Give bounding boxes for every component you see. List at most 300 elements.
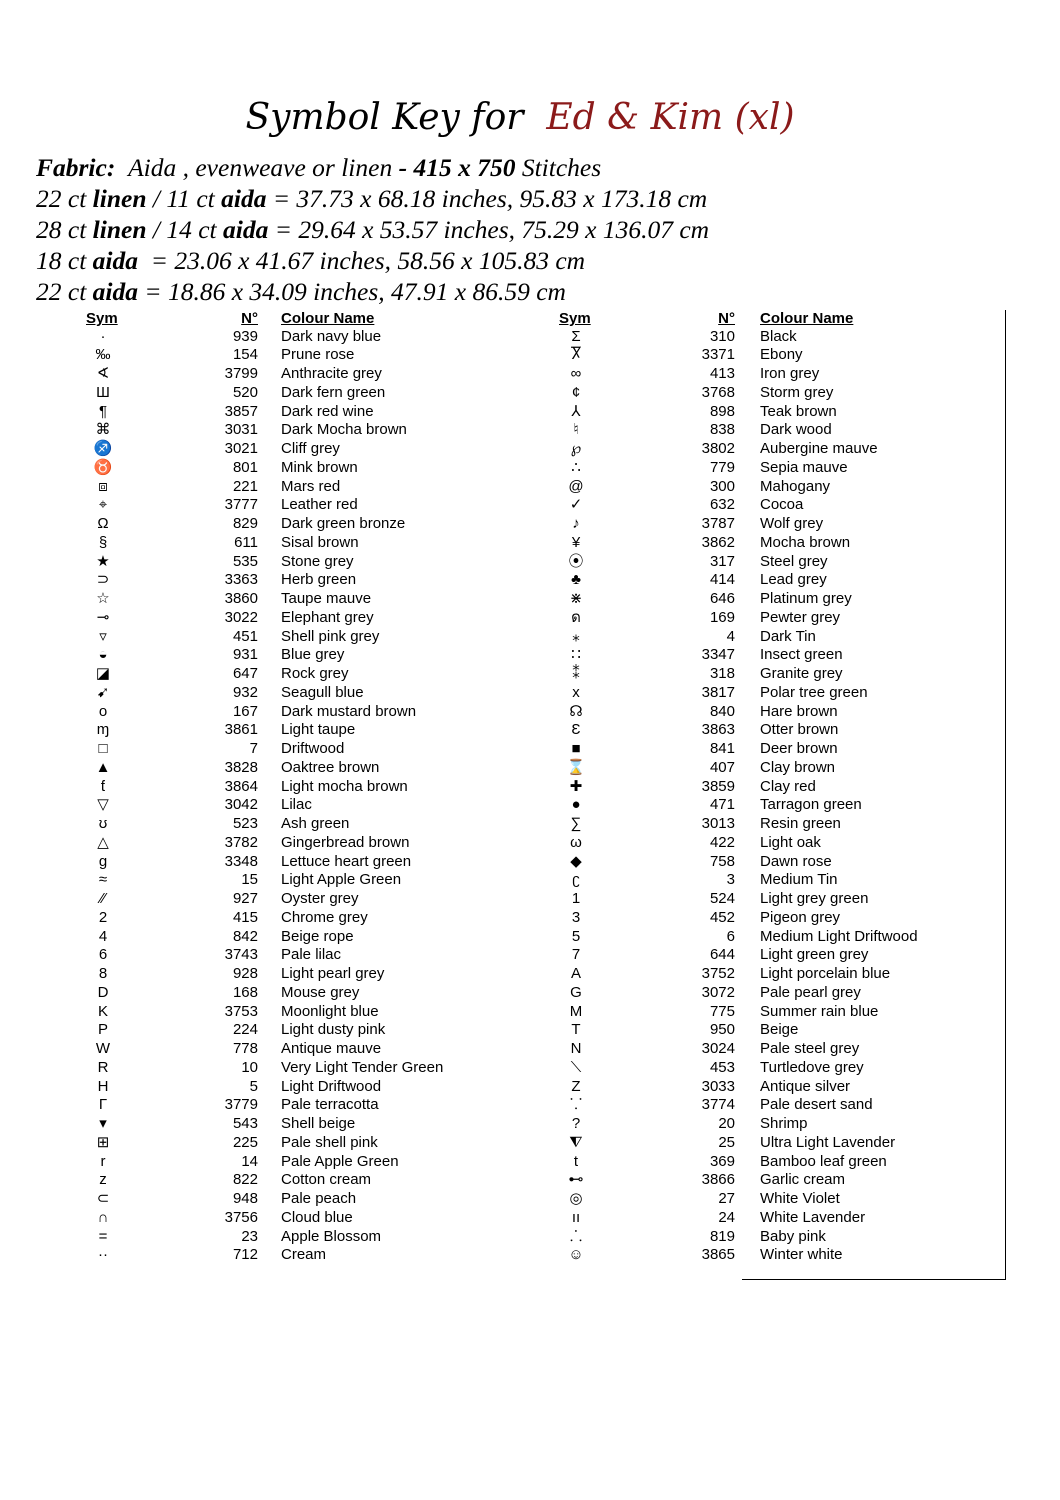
symbol-cell: g xyxy=(98,852,108,870)
symbol-cell: 4 xyxy=(98,927,108,945)
symbol-cell: R xyxy=(97,1058,109,1076)
size-line-3 xyxy=(36,245,1026,276)
dmc-number-cell: 3863 xyxy=(701,721,735,739)
symbol-cell: H xyxy=(97,1077,109,1095)
symbol-cell: M xyxy=(569,1002,583,1020)
colour-name-cell: Dark navy blue xyxy=(281,327,382,345)
dmc-number-cell: 407 xyxy=(709,758,735,776)
colour-name-cell: Insect green xyxy=(760,646,843,664)
colour-name-cell: Sepia mauve xyxy=(760,458,848,476)
dmc-number-cell: 452 xyxy=(709,908,735,926)
symbol-cell: ⅄ xyxy=(571,402,581,420)
symbol-cell: ⌖ xyxy=(98,496,108,514)
dmc-number-cell: 898 xyxy=(709,402,735,420)
colour-name-cell: Baby pink xyxy=(760,1227,826,1245)
symbol-cell: ☊ xyxy=(569,702,583,720)
table-row xyxy=(0,909,1000,928)
symbol-cell: ⸪ xyxy=(569,1096,583,1114)
dmc-number-cell: 451 xyxy=(232,627,258,645)
colour-name-cell: Very Light Tender Green xyxy=(281,1058,444,1076)
symbol-cell: ▲ xyxy=(95,758,111,776)
symbol-cell: ·· xyxy=(98,1246,108,1264)
dmc-number-cell: 758 xyxy=(709,852,735,870)
colour-name-cell: Cotton cream xyxy=(281,1171,372,1189)
table-row xyxy=(0,965,1000,984)
symbol-cell: ▽ xyxy=(97,796,109,814)
table-row xyxy=(0,478,1000,497)
dmc-number-cell: 3799 xyxy=(224,365,258,382)
colour-name-cell: Medium Tin xyxy=(760,871,838,889)
symbol-cell: □ xyxy=(98,740,108,757)
dmc-number-cell: 3348 xyxy=(224,852,258,870)
symbol-cell: ♉ xyxy=(93,458,113,476)
dmc-number-cell: 154 xyxy=(232,346,258,364)
colour-name-cell: Cliff grey xyxy=(281,440,340,457)
number-header: N° xyxy=(241,310,258,327)
table-row xyxy=(0,1246,1000,1265)
symbol-cell: @ xyxy=(568,477,584,495)
colour-name-cell: Light oak xyxy=(760,833,821,851)
colour-name-cell: Moonlight blue xyxy=(281,1002,379,1020)
colour-name-cell: Otter brown xyxy=(760,721,839,739)
dmc-number-cell: 20 xyxy=(718,1115,735,1132)
symbol-cell: z xyxy=(99,1171,107,1189)
symbol-cell: ⊸ xyxy=(96,608,110,626)
colour-name-cell: Turtledove grey xyxy=(760,1058,864,1076)
colour-name-cell: Mahogany xyxy=(760,477,831,495)
size-count: 22 ct xyxy=(36,184,93,213)
table-right-border xyxy=(1005,310,1006,1280)
symbol-cell: ¢ xyxy=(571,383,581,401)
dmc-number-cell: 644 xyxy=(709,946,735,964)
colour-name-cell: Mink brown xyxy=(281,458,358,476)
symbol-cell: o xyxy=(98,702,108,720)
table-row xyxy=(0,984,1000,1003)
colour-name-cell: Dark red wine xyxy=(281,402,374,420)
dmc-number-cell: 225 xyxy=(232,1133,258,1151)
dmc-number-cell: 822 xyxy=(232,1171,258,1189)
symbol-cell: r xyxy=(100,1152,106,1170)
dmc-number-cell: 932 xyxy=(232,683,258,701)
table-row xyxy=(0,609,1000,628)
dmc-number-cell: 3857 xyxy=(224,402,258,420)
colour-name-cell: Pewter grey xyxy=(760,608,841,626)
table-row xyxy=(0,628,1000,647)
dmc-number-cell: 168 xyxy=(232,983,258,1001)
dmc-number-cell: 4 xyxy=(726,627,735,645)
title-name: Ed & Kim (xl) xyxy=(546,97,795,138)
symbol-cell: ♐ xyxy=(93,440,113,457)
dmc-number-cell: 3861 xyxy=(224,721,258,739)
colour-name-cell: Cream xyxy=(281,1246,327,1264)
dmc-number-cell: 647 xyxy=(232,665,258,682)
column-header-right xyxy=(0,310,1000,329)
dmc-number-cell: 27 xyxy=(718,1190,735,1207)
colour-name-cell: Granite grey xyxy=(760,665,843,682)
colour-name-cell: Platinum grey xyxy=(760,590,852,607)
table-row xyxy=(0,1134,1000,1153)
dmc-number-cell: 3072 xyxy=(701,983,735,1001)
size-count: 18 ct xyxy=(36,246,93,275)
symbol-cell: ⌛ xyxy=(566,758,586,776)
colour-name-cell: Pale lilac xyxy=(281,946,342,964)
symbol-cell: ⟍ xyxy=(570,1058,582,1076)
fabric-line xyxy=(36,152,1026,183)
colour-name-cell: Pigeon grey xyxy=(760,908,841,926)
dmc-number-cell: 939 xyxy=(232,327,258,345)
symbol-cell: ☆ xyxy=(96,590,110,607)
colour-name-cell: Rock grey xyxy=(281,665,349,682)
size-dimensions: = 23.06 x 41.67 inches, 58.56 x 105.83 cm xyxy=(138,246,586,275)
symbol-cell: ¶ xyxy=(98,402,108,420)
colour-name-cell: Aubergine mauve xyxy=(760,440,878,457)
size-fabric: aida xyxy=(221,184,267,213)
symbol-cell: ℘ xyxy=(570,440,582,457)
table-row xyxy=(0,815,1000,834)
table-row xyxy=(0,834,1000,853)
dmc-number-cell: 7 xyxy=(249,740,258,757)
symbol-cell: ƭ xyxy=(100,777,106,795)
table-row xyxy=(0,459,1000,478)
symbol-cell: ★ xyxy=(96,552,110,570)
table-row xyxy=(0,346,1000,365)
table-row xyxy=(0,946,1000,965)
symbol-cell: 1 xyxy=(571,890,581,907)
fabric-dash: - xyxy=(392,153,414,182)
dmc-number-cell: 3042 xyxy=(224,796,258,814)
colour-name-cell: Pale pearl grey xyxy=(760,983,861,1001)
dmc-number-cell: 535 xyxy=(232,552,258,570)
dmc-number-cell: 317 xyxy=(709,552,735,570)
colour-name-cell: Hare brown xyxy=(760,702,838,720)
colour-name-cell: Elephant grey xyxy=(281,608,374,626)
colour-name-cell: Light green grey xyxy=(760,946,869,964)
symbol-cell: ʊ xyxy=(98,815,108,832)
symbol-cell: ◎ xyxy=(569,1190,583,1207)
dmc-number-cell: 523 xyxy=(232,815,258,832)
size-line-2 xyxy=(36,214,1026,245)
dmc-number-cell: 646 xyxy=(709,590,735,607)
colour-name-cell: Pale steel grey xyxy=(760,1040,860,1057)
title-prefix: Symbol Key for xyxy=(245,97,524,138)
dmc-number-cell: 471 xyxy=(709,796,735,814)
colour-name-cell: Winter white xyxy=(760,1246,843,1264)
colour-name-cell: Light Apple Green xyxy=(281,871,402,889)
dmc-number-cell: 3752 xyxy=(701,965,735,982)
dmc-number-cell: 3024 xyxy=(701,1040,735,1057)
colour-name-cell: Dark Mocha brown xyxy=(281,421,407,439)
symbol-cell: ω xyxy=(570,833,582,851)
table-row xyxy=(0,1153,1000,1172)
size-fabric: aida xyxy=(223,215,269,244)
dmc-number-cell: 3347 xyxy=(701,646,735,664)
symbol-cell: ⊞ xyxy=(96,1133,110,1151)
symbol-cell: ⁎ xyxy=(572,627,580,645)
dmc-number-cell: 3031 xyxy=(224,421,258,439)
symbol-cell: Γ xyxy=(98,1096,108,1114)
dmc-number-cell: 3802 xyxy=(701,440,735,457)
colour-name-header: Colour Name xyxy=(281,310,375,327)
symbol-cell: ⁑ xyxy=(572,665,580,682)
table-row xyxy=(0,871,1000,890)
dmc-number-cell: 543 xyxy=(232,1115,258,1132)
dmc-number-cell: 3779 xyxy=(224,1096,258,1114)
dmc-number-cell: 221 xyxy=(232,477,258,495)
dmc-number-cell: 712 xyxy=(232,1246,258,1264)
symbol-cell: W xyxy=(95,1040,111,1057)
colour-name-cell: Apple Blossom xyxy=(281,1227,382,1245)
colour-name-cell: Lilac xyxy=(281,796,312,814)
dmc-number-cell: 3768 xyxy=(701,383,735,401)
dmc-number-cell: 318 xyxy=(709,665,735,682)
dmc-number-cell: 5 xyxy=(249,1077,258,1095)
colour-name-cell: Pale desert sand xyxy=(760,1096,873,1114)
colour-name-header: Colour Name xyxy=(760,310,854,327)
dmc-number-cell: 3866 xyxy=(701,1171,735,1189)
symbol-cell: N xyxy=(570,1040,582,1057)
dmc-number-cell: 3774 xyxy=(701,1096,735,1114)
symbol-cell: 8 xyxy=(98,965,108,982)
symbol-cell: ⌘ xyxy=(95,421,111,439)
dmc-number-cell: 3022 xyxy=(224,608,258,626)
dmc-number-cell: 25 xyxy=(718,1133,735,1151)
dmc-number-cell: 3782 xyxy=(224,833,258,851)
colour-name-cell: Steel grey xyxy=(760,552,828,570)
symbol-cell: · xyxy=(100,327,106,345)
fabric-types: Aida , evenweave or linen xyxy=(128,153,393,182)
colour-name-cell: Driftwood xyxy=(281,740,345,757)
colour-name-cell: Summer rain blue xyxy=(760,1002,879,1020)
table-row xyxy=(0,721,1000,740)
sym-header: Sym xyxy=(86,310,118,327)
table-bottom-border xyxy=(742,1279,1006,1280)
colour-name-cell: Sisal brown xyxy=(281,533,359,551)
symbol-cell: ⁄⁄ xyxy=(100,890,106,907)
dmc-number-cell: 775 xyxy=(709,1002,735,1020)
size-fabric: aida xyxy=(92,246,138,275)
size-dimensions: = 37.73 x 68.18 inches, 95.83 x 173.18 cm xyxy=(266,184,708,213)
symbol-cell: ⊃ xyxy=(96,571,110,589)
symbol-cell: ✓ xyxy=(569,496,583,514)
dmc-number-cell: 15 xyxy=(241,871,258,889)
colour-name-cell: Light mocha brown xyxy=(281,777,408,795)
symbol-cell: ♮ xyxy=(573,421,579,439)
symbol-cell: t xyxy=(573,1152,579,1170)
symbol-cell: G xyxy=(570,983,582,1001)
colour-name-cell: Light taupe xyxy=(281,721,356,739)
colour-name-cell: Black xyxy=(760,327,797,345)
symbol-cell: ☺ xyxy=(568,1246,584,1264)
colour-name-cell: Chrome grey xyxy=(281,908,368,926)
colour-name-cell: Mars red xyxy=(281,477,341,495)
stitch-count: 415 x 750 xyxy=(413,153,516,182)
table-row xyxy=(0,1209,1000,1228)
dmc-number-cell: 3817 xyxy=(701,683,735,701)
dmc-number-cell: 24 xyxy=(718,1208,735,1226)
dmc-number-cell: 224 xyxy=(232,1021,258,1039)
dmc-number-cell: 632 xyxy=(709,496,735,514)
colour-name-cell: Resin green xyxy=(760,815,841,832)
symbol-cell: P xyxy=(97,1021,108,1039)
colour-name-cell: Anthracite grey xyxy=(281,365,382,382)
colour-name-cell: Light grey green xyxy=(760,890,869,907)
symbol-cell: ◪ xyxy=(95,665,111,682)
symbol-cell: 2 xyxy=(98,908,108,926)
table-row xyxy=(0,703,1000,722)
dmc-number-cell: 948 xyxy=(232,1190,258,1207)
colour-name-cell: Pale Apple Green xyxy=(281,1152,399,1170)
dmc-number-cell: 3787 xyxy=(701,515,735,532)
table-row xyxy=(0,1040,1000,1059)
symbol-cell: Ⴟ xyxy=(570,346,582,364)
table-row xyxy=(0,515,1000,534)
dmc-number-cell: 3021 xyxy=(224,440,258,457)
dmc-number-cell: 413 xyxy=(709,365,735,382)
size-fabric: linen xyxy=(92,184,147,213)
symbol-cell: ✚ xyxy=(569,777,583,795)
table-row xyxy=(0,1021,1000,1040)
stitch-word: Stitches xyxy=(515,153,602,182)
table-row xyxy=(0,665,1000,684)
symbol-cell: Z xyxy=(571,1077,581,1095)
symbol-cell: ‰ xyxy=(95,346,111,364)
dmc-number-cell: 524 xyxy=(709,890,735,907)
symbol-cell: ด xyxy=(571,608,581,626)
dmc-number-cell: 415 xyxy=(232,908,258,926)
dmc-number-cell: 928 xyxy=(232,965,258,982)
colour-name-cell: Clay red xyxy=(760,777,816,795)
colour-name-cell: Wolf grey xyxy=(760,515,824,532)
dmc-number-cell: 3862 xyxy=(701,533,735,551)
dmc-number-cell: 23 xyxy=(241,1227,258,1245)
size-dimensions: = 29.64 x 53.57 inches, 75.29 x 136.07 cm xyxy=(268,215,710,244)
colour-name-cell: Leather red xyxy=(281,496,358,514)
dmc-number-cell: 779 xyxy=(709,458,735,476)
colour-name-cell: Teak brown xyxy=(760,402,837,420)
symbol-cell: Σ xyxy=(571,327,581,345)
symbol-cell: K xyxy=(97,1002,108,1020)
dmc-number-cell: 611 xyxy=(234,533,258,551)
dmc-number-cell: 14 xyxy=(241,1152,258,1170)
colour-name-cell: Lettuce heart green xyxy=(281,852,412,870)
colour-name-cell: Beige rope xyxy=(281,927,354,945)
symbol-cell: T xyxy=(571,1021,581,1039)
symbol-cell: ? xyxy=(571,1115,581,1132)
symbol-cell: 7 xyxy=(571,946,581,964)
symbol-cell: ● xyxy=(571,796,581,814)
dmc-number-cell: 842 xyxy=(232,927,258,945)
symbol-cell: 3 xyxy=(571,908,581,926)
symbol-cell: ⸫ xyxy=(569,1227,583,1245)
dmc-number-cell: 3013 xyxy=(701,815,735,832)
size-line-4 xyxy=(36,276,1026,307)
table-row xyxy=(0,759,1000,778)
colour-name-cell: Tarragon green xyxy=(760,796,862,814)
colour-name-cell: Shell pink grey xyxy=(281,627,380,645)
colour-name-cell: Blue grey xyxy=(281,646,345,664)
dmc-number-cell: 453 xyxy=(709,1058,735,1076)
colour-name-cell: Gingerbread brown xyxy=(281,833,410,851)
colour-name-cell: Shrimp xyxy=(760,1115,808,1132)
dmc-number-cell: 840 xyxy=(709,702,735,720)
dmc-number-cell: 3743 xyxy=(224,946,258,964)
colour-name-cell: Polar tree green xyxy=(760,683,868,701)
dmc-number-cell: 3753 xyxy=(224,1002,258,1020)
dmc-number-cell: 10 xyxy=(241,1058,258,1076)
colour-name-cell: Dark fern green xyxy=(281,383,386,401)
dmc-number-cell: 3860 xyxy=(224,590,258,607)
colour-name-cell: Stone grey xyxy=(281,552,354,570)
symbol-cell: ⋇ xyxy=(569,590,583,607)
symbol-cell: ≈ xyxy=(98,871,108,889)
colour-name-cell: Clay brown xyxy=(760,758,836,776)
colour-name-cell: Cocoa xyxy=(760,496,804,514)
symbol-cell: ∑ xyxy=(570,815,582,832)
symbol-cell: ʗ xyxy=(572,871,580,889)
number-header: N° xyxy=(718,310,735,327)
colour-name-cell: Beige xyxy=(760,1021,799,1039)
symbol-cell: = xyxy=(98,1227,108,1245)
table-row xyxy=(0,328,1000,347)
symbol-cell: △ xyxy=(97,833,109,851)
table-row xyxy=(0,590,1000,609)
symbol-cell: ➹ xyxy=(96,683,110,701)
dmc-number-cell: 838 xyxy=(709,421,735,439)
table-row xyxy=(0,571,1000,590)
colour-name-cell: Ash green xyxy=(281,815,350,832)
size-fabric: aida xyxy=(92,277,138,306)
colour-name-cell: Mouse grey xyxy=(281,983,360,1001)
dmc-number-cell: 3777 xyxy=(224,496,258,514)
dmc-number-cell: 3363 xyxy=(224,571,258,589)
table-row xyxy=(0,928,1000,947)
table-row xyxy=(0,1171,1000,1190)
dmc-number-cell: 3756 xyxy=(224,1208,258,1226)
symbol-cell: A xyxy=(570,965,581,982)
colour-name-cell: Ebony xyxy=(760,346,803,364)
symbol-cell: ♪ xyxy=(572,515,580,532)
symbol-cell: ⧈ xyxy=(98,477,108,495)
colour-name-cell: Pale shell pink xyxy=(281,1133,378,1151)
table-row xyxy=(0,384,1000,403)
colour-name-cell: Light porcelain blue xyxy=(760,965,891,982)
symbol-cell: 6 xyxy=(98,946,108,964)
colour-name-cell: Dark green bronze xyxy=(281,515,406,532)
colour-name-cell: Light dusty pink xyxy=(281,1021,386,1039)
symbol-cell: § xyxy=(98,533,108,551)
colour-name-cell: White Lavender xyxy=(760,1208,866,1226)
table-row xyxy=(0,684,1000,703)
symbol-cell: ⊂ xyxy=(96,1190,110,1207)
symbol-cell: ⊷ xyxy=(568,1171,584,1189)
colour-name-cell: Cloud blue xyxy=(281,1208,353,1226)
colour-name-cell: Shell beige xyxy=(281,1115,356,1132)
symbol-cell: ¥ xyxy=(571,533,581,551)
dmc-number-cell: 520 xyxy=(232,383,258,401)
dmc-number-cell: 3865 xyxy=(701,1246,735,1264)
symbol-cell: ∞ xyxy=(570,365,582,382)
dmc-number-cell: 3033 xyxy=(701,1077,735,1095)
table-row xyxy=(0,853,1000,872)
table-row xyxy=(0,1096,1000,1115)
symbol-cell: 5 xyxy=(571,927,581,945)
table-row xyxy=(0,796,1000,815)
dmc-number-cell: 3864 xyxy=(224,777,258,795)
dmc-number-cell: 3859 xyxy=(701,777,735,795)
dmc-number-cell: 931 xyxy=(232,646,258,664)
colour-name-cell: Iron grey xyxy=(760,365,820,382)
dmc-number-cell: 841 xyxy=(709,740,735,757)
